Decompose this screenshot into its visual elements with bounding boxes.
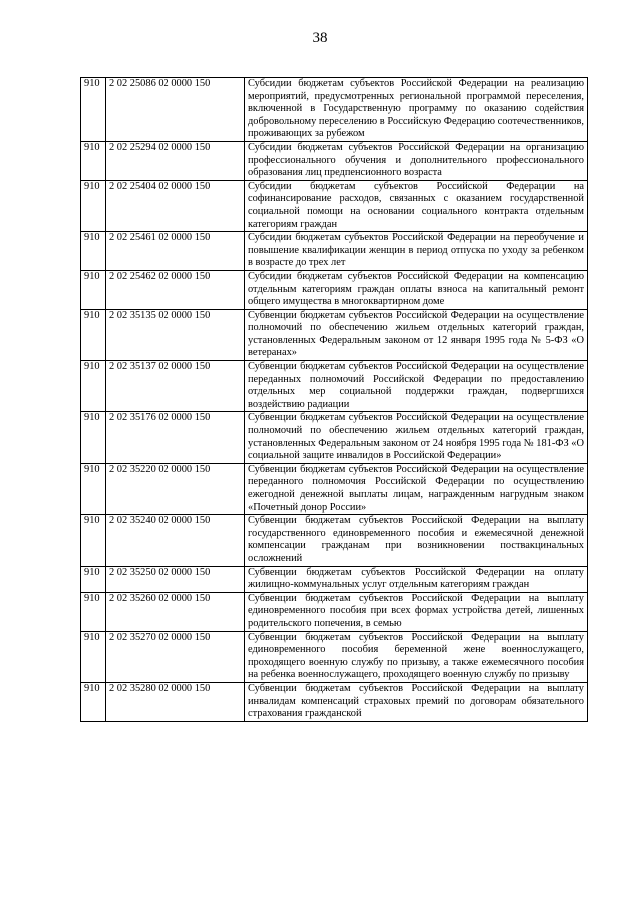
budget-classification-table <box>80 77 588 722</box>
classification-code-cell: 2 02 25462 02 0000 150 <box>106 270 245 309</box>
table-row <box>81 180 588 231</box>
table-row <box>81 232 588 271</box>
page-number: 38 <box>312 30 328 46</box>
admin-code-cell: 910 <box>81 361 106 412</box>
classification-code-cell: 2 02 35270 02 0000 150 <box>106 631 245 682</box>
classification-code-cell: 2 02 35260 02 0000 150 <box>106 592 245 631</box>
description-cell: Субвенции бюджетам субъектов Российской Федерации на выплату государственного единовременного пособия и ежемесячной денежной компенсации гражданам при возникновении поствакцинальных осложнений <box>245 515 588 566</box>
description-cell: Субсидии бюджетам субъектов Российской Федерации на организацию профессионального обучения и дополнительного профессионального образования лиц предпенсионного возраста <box>245 141 588 180</box>
table-row <box>81 270 588 309</box>
admin-code-cell: 910 <box>81 515 106 566</box>
table-row <box>81 361 588 412</box>
admin-code-cell: 910 <box>81 463 106 514</box>
description-cell: Субвенции бюджетам субъектов Российской Федерации на выплату единовременного пособия беременной жене военнослужащего, проходящего военную службу по призыву, а также ежемесячного пособия на ребенка военнослужащего, проходящего военную службу по призыву <box>245 631 588 682</box>
classification-code-cell: 2 02 35176 02 0000 150 <box>106 412 245 463</box>
classification-code-cell: 2 02 35137 02 0000 150 <box>106 361 245 412</box>
admin-code-cell: 910 <box>81 309 106 360</box>
description-cell: Субвенции бюджетам субъектов Российской Федерации на осуществление полномочий по обеспечению жильем отдельных категорий граждан, установленных Федеральным законом от 12 января 1995 года № 5-ФЗ «О ветеранах» <box>245 309 588 360</box>
classification-code-cell: 2 02 25294 02 0000 150 <box>106 141 245 180</box>
description-cell: Субвенции бюджетам субъектов Российской Федерации на выплату единовременного пособия при всех формах устройства детей, лишенных родительского попечения, в семью <box>245 592 588 631</box>
table-row <box>81 463 588 514</box>
classification-code-cell: 2 02 25404 02 0000 150 <box>106 180 245 231</box>
admin-code-cell: 910 <box>81 180 106 231</box>
classification-code-cell: 2 02 35240 02 0000 150 <box>106 515 245 566</box>
admin-code-cell: 910 <box>81 141 106 180</box>
classification-code-cell: 2 02 35250 02 0000 150 <box>106 566 245 592</box>
description-cell: Субвенции бюджетам субъектов Российской Федерации на выплату инвалидам компенсаций страховых премий по договорам обязательного страхования гражданской <box>245 682 588 721</box>
table-row <box>81 631 588 682</box>
admin-code-cell: 910 <box>81 566 106 592</box>
table-row <box>81 141 588 180</box>
admin-code-cell: 910 <box>81 78 106 142</box>
admin-code-cell: 910 <box>81 270 106 309</box>
description-cell: Субсидии бюджетам субъектов Российской Федерации на софинансирование расходов, связанных с оказанием государственной социальной помощи на основании социального контракта отдельным категориям граждан <box>245 180 588 231</box>
admin-code-cell: 910 <box>81 682 106 721</box>
classification-code-cell: 2 02 35220 02 0000 150 <box>106 463 245 514</box>
description-cell: Субсидии бюджетам субъектов Российской Федерации на компенсацию отдельным категориям граждан оплаты взноса на капитальный ремонт общего имущества в многоквартирном доме <box>245 270 588 309</box>
classification-code-cell: 2 02 25461 02 0000 150 <box>106 232 245 271</box>
table-row <box>81 592 588 631</box>
table-row <box>81 682 588 721</box>
table-row <box>81 78 588 142</box>
description-cell: Субсидии бюджетам субъектов Российской Федерации на реализацию мероприятий, предусмотренных региональной программой переселения, включенной в Государственную программу по оказанию содействия добровольному переселению в Российскую Федерацию соотечественников, проживающих за рубежом <box>245 78 588 142</box>
admin-code-cell: 910 <box>81 631 106 682</box>
description-cell: Субвенции бюджетам субъектов Российской Федерации на оплату жилищно-коммунальных услуг отдельным категориям граждан <box>245 566 588 592</box>
classification-code-cell: 2 02 35280 02 0000 150 <box>106 682 245 721</box>
admin-code-cell: 910 <box>81 412 106 463</box>
admin-code-cell: 910 <box>81 592 106 631</box>
table-row <box>81 412 588 463</box>
description-cell: Субвенции бюджетам субъектов Российской Федерации на осуществление переданных полномочий Российской Федерации по предоставлению отдельных мер социальной поддержки граждан, подвергшихся воздействию радиации <box>245 361 588 412</box>
description-cell: Субсидии бюджетам субъектов Российской Федерации на переобучение и повышение квалификации женщин в период отпуска по уходу за ребенком в возрасте до трех лет <box>245 232 588 271</box>
classification-code-cell: 2 02 25086 02 0000 150 <box>106 78 245 142</box>
description-cell: Субвенции бюджетам субъектов Российской Федерации на осуществление полномочий по обеспечению жильем отдельных категорий граждан, установленных Федеральным законом от 24 ноября 1995 года № 181-ФЗ «О социальной защите инвалидов в Российской Федерации» <box>245 412 588 463</box>
classification-code-cell: 2 02 35135 02 0000 150 <box>106 309 245 360</box>
admin-code-cell: 910 <box>81 232 106 271</box>
table-row <box>81 309 588 360</box>
table-row <box>81 515 588 566</box>
description-cell: Субвенции бюджетам субъектов Российской Федерации на осуществление переданного полномочия Российской Федерации по осуществлению ежегодной денежной выплаты лицам, награжденным нагрудным знаком «Почетный донор России» <box>245 463 588 514</box>
table-row <box>81 566 588 592</box>
